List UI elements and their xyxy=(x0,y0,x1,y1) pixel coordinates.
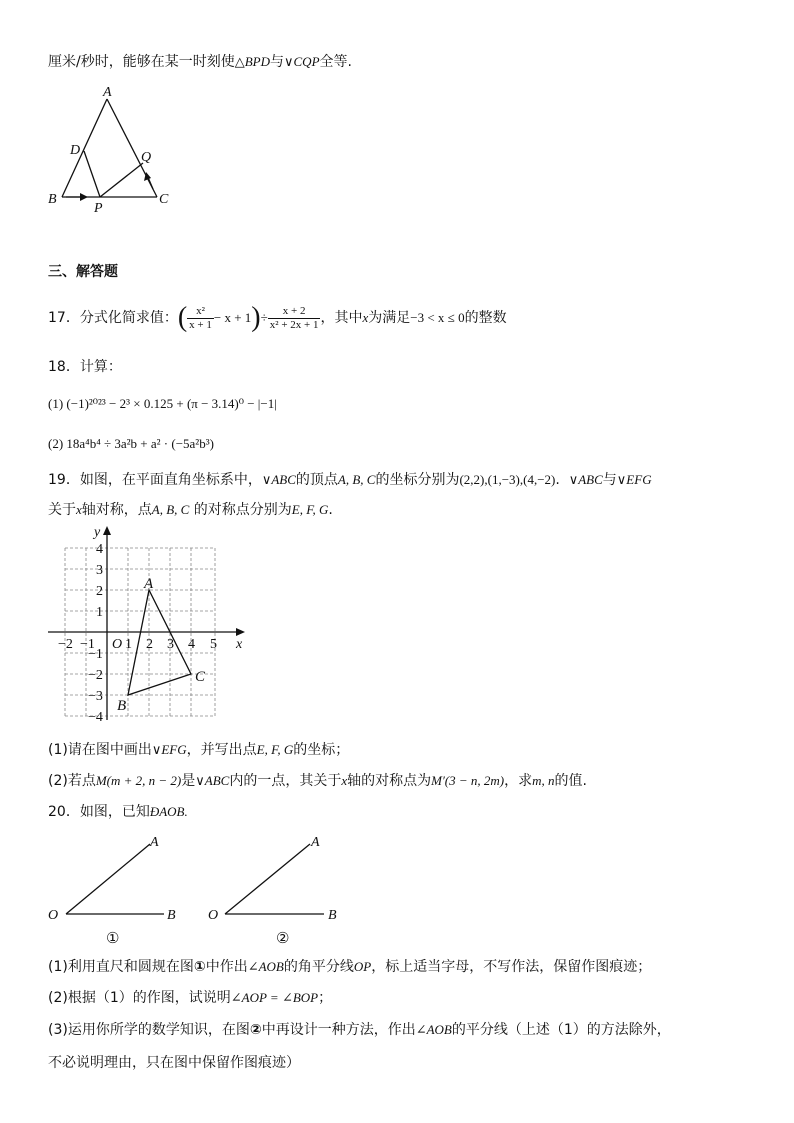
text: 的角平分线 xyxy=(283,959,354,975)
question-18-part-1: (1) (−1)²⁰²³ − 2³ × 0.125 + (π − 3.14)⁰ − |−1| xyxy=(48,396,277,411)
text: 中作出 xyxy=(205,959,248,975)
text: . xyxy=(328,502,333,518)
arrowhead-bp xyxy=(80,193,88,201)
math-angle-aob: ∠AOB xyxy=(247,959,284,974)
origin-label: O xyxy=(112,637,123,652)
fig1-ray-oa xyxy=(66,844,150,914)
circled-number: ② xyxy=(249,1022,262,1038)
text: 的值. xyxy=(554,773,587,789)
text: 关于 xyxy=(48,502,76,518)
text: 轴的对称点为 xyxy=(347,773,432,789)
text: ，其中 xyxy=(320,310,363,326)
text-line-top xyxy=(48,52,352,72)
paren-close: ) xyxy=(251,302,261,333)
x-tick: 3 xyxy=(167,637,174,652)
y-tick: −1 xyxy=(88,647,103,662)
math-angle-aob: ∠AOB xyxy=(415,1022,452,1037)
fig2-number: ② xyxy=(276,931,290,947)
x-tick: 4 xyxy=(188,637,195,652)
y-tick: 3 xyxy=(96,563,103,578)
y-tick: 2 xyxy=(96,584,103,599)
question-20-title xyxy=(48,802,188,822)
paren-open: ( xyxy=(177,302,188,333)
segment-pq xyxy=(100,163,143,197)
y-tick: −3 xyxy=(88,689,103,704)
question-18-part-2: (2) 18a⁴b⁴ ÷ 3a²b + a² · (−5a²b³) xyxy=(48,436,214,451)
x-tick: 1 xyxy=(125,637,132,652)
math-condition: −3 < x ≤ 0 xyxy=(410,310,465,325)
question-17 xyxy=(48,300,507,336)
point-c-label: C xyxy=(195,669,206,685)
label-a: A xyxy=(103,85,112,100)
fig1-number: ① xyxy=(106,931,120,947)
label-d: D xyxy=(70,143,81,158)
text: 与 xyxy=(602,472,617,488)
math-mn: m, n xyxy=(532,773,555,788)
question-20-part-3-line-2: 不必说明理由，只在图中保留作图痕迹） xyxy=(48,1055,300,1071)
text: 中再设计一种方法，作出 xyxy=(261,1022,416,1038)
math-abc-2: ∨ABC xyxy=(568,472,603,487)
fraction-2-numerator: x + 2 xyxy=(268,305,321,319)
fraction-1 xyxy=(187,305,214,332)
circled-number: ① xyxy=(193,959,206,975)
triangle-abc xyxy=(128,590,191,695)
text: (1)利用直尺和圆规在图 xyxy=(48,959,194,975)
question-20-part-3 xyxy=(48,1020,671,1040)
text: 为满足 xyxy=(368,310,411,326)
math-m-prime: M′(3 − n, 2m) xyxy=(431,773,505,788)
point-a-label: A xyxy=(144,576,154,592)
math-abc-points: A, B, C xyxy=(151,502,190,517)
text: 19．如图，在平面直角坐标系中， xyxy=(48,472,262,488)
fraction-1-denominator: x + 1 xyxy=(189,318,212,331)
q17-div: ÷ xyxy=(260,310,268,325)
math-x: x xyxy=(76,502,82,517)
math-triangle-bpd: △BPD xyxy=(234,54,270,69)
question-19-part-1 xyxy=(48,740,349,760)
angle-figures xyxy=(40,830,360,950)
x-tick: 2 xyxy=(146,637,153,652)
x-tick: −2 xyxy=(58,637,73,652)
text: 与 xyxy=(270,54,284,70)
text: 20．如图，已知 xyxy=(48,804,150,820)
math-abc: ∨ABC xyxy=(261,472,296,487)
x-tick: 5 xyxy=(210,637,217,652)
text: ，标上适当字母，不写作法，保留作图痕迹； xyxy=(371,959,652,975)
math-m: M(m + 2, n − 2) xyxy=(95,773,182,788)
fig2-label-b: B xyxy=(328,908,337,923)
question-20-part-2 xyxy=(48,988,332,1008)
fig1-label-b: B xyxy=(167,908,176,923)
fig1-label-a: A xyxy=(150,835,159,850)
question-19-line-1 xyxy=(48,470,652,490)
text: 是 xyxy=(181,773,196,789)
question-18-title: 18．计算： xyxy=(48,359,122,375)
math-x: x xyxy=(341,773,348,788)
y-tick: 4 xyxy=(96,542,103,557)
math-efg-points: E, F, G xyxy=(256,742,294,757)
text: (2)若点 xyxy=(48,773,96,789)
text: ，并写出点 xyxy=(186,742,257,758)
y-axis-label: y xyxy=(94,525,101,540)
question-19-part-2 xyxy=(48,771,587,791)
text: 的坐标； xyxy=(293,742,350,758)
label-b: B xyxy=(48,192,57,207)
y-axis-arrow xyxy=(103,526,111,535)
math-coordinates: (2,2),(1,−3),(4,−2) xyxy=(459,472,556,487)
point-b-label: B xyxy=(117,698,127,714)
math-efg: ∨EFG xyxy=(151,742,187,757)
text: ，求 xyxy=(504,773,533,789)
text: (2)根据（1）的作图，试说明 xyxy=(48,990,231,1006)
x-axis-arrow xyxy=(236,628,245,636)
text: 的整数 xyxy=(464,310,507,326)
y-tick: −4 xyxy=(88,710,103,725)
math-abc: ∨ABC xyxy=(195,773,230,788)
fig2-label-o: O xyxy=(208,908,219,923)
math-x: x xyxy=(362,310,369,325)
x-axis-label: x xyxy=(236,637,243,652)
segment-dp xyxy=(84,151,100,197)
text: 的坐标分别为 xyxy=(375,472,460,488)
y-tick: 1 xyxy=(96,605,103,620)
text: 全等. xyxy=(319,54,352,70)
math-abc-points: A, B, C xyxy=(337,472,376,487)
text: ； xyxy=(318,990,333,1006)
fig2-label-a: A xyxy=(311,835,320,850)
text: 厘米/秒时，能够在某一时刻使 xyxy=(48,54,235,70)
fraction-2 xyxy=(268,305,321,332)
fraction-2-denominator: x² + 2x + 1 xyxy=(269,318,319,331)
fig2-ray-oa xyxy=(225,844,310,914)
coordinate-grid xyxy=(40,520,260,725)
text: 的顶点 xyxy=(295,472,338,488)
fig1-label-o: O xyxy=(48,908,59,923)
label-q: Q xyxy=(141,150,152,165)
fraction-1-numerator: x² xyxy=(187,305,214,319)
math-triangle-cqp: ∨CQP xyxy=(284,54,320,69)
section-title: 三、解答题 xyxy=(48,264,118,280)
x-tick: −1 xyxy=(80,637,95,652)
question-19-line-2 xyxy=(48,500,333,520)
text: (1)请在图中画出 xyxy=(48,742,152,758)
side-ab xyxy=(62,99,107,197)
text: 的对称点分别为 xyxy=(193,502,292,518)
y-tick: −2 xyxy=(88,668,103,683)
text: (3)运用你所学的数学知识，在图 xyxy=(48,1022,250,1038)
math-angle-equality: ∠AOP = ∠BOP xyxy=(230,990,319,1005)
text: 的平分线（上述（1）的方法除外， xyxy=(451,1022,671,1038)
q17-term: − x + 1 xyxy=(213,310,252,325)
triangle-figure xyxy=(40,85,190,215)
text: . xyxy=(555,472,560,488)
label-p: P xyxy=(94,201,103,215)
q17-prefix: 17．分式化简求值： xyxy=(48,310,178,326)
question-20-part-1 xyxy=(48,957,651,977)
math-efg: ∨EFG xyxy=(616,472,652,487)
math-op: OP xyxy=(353,959,372,974)
math-efg-points: E, F, G xyxy=(291,502,329,517)
text: 轴对称，点 xyxy=(81,502,152,518)
label-c: C xyxy=(159,192,169,207)
text: 内的一点，其关于 xyxy=(229,773,342,789)
math-angle-aob: ÐAOB. xyxy=(149,804,188,819)
